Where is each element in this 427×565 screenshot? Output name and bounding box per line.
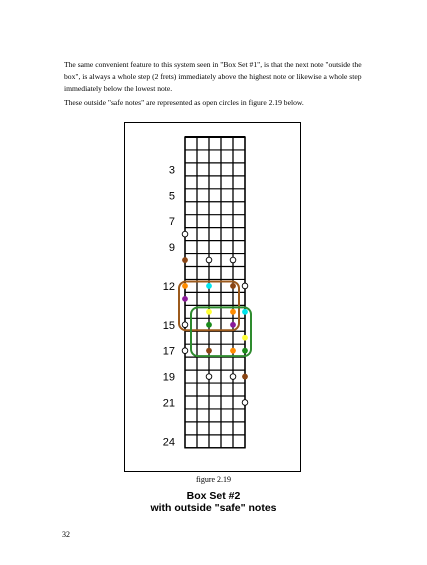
figure-subtitle: with outside "safe" notes — [150, 502, 277, 514]
note-dot — [230, 309, 236, 315]
fret-number-label: 7 — [168, 216, 175, 229]
figure-caption: figure 2.19 — [195, 475, 232, 484]
note-dot — [230, 322, 236, 328]
note-dot — [182, 296, 188, 302]
fret-number-label: 15 — [162, 319, 175, 332]
fret-number-label: 19 — [162, 371, 175, 384]
safe-note-open-circle — [230, 257, 236, 263]
note-dot — [242, 309, 248, 315]
note-dot — [242, 335, 248, 341]
fret-number-label: 5 — [168, 190, 175, 203]
note-dot — [182, 283, 188, 289]
safe-note-open-circle — [242, 283, 248, 289]
safe-note-open-circle — [206, 257, 212, 263]
fret-number-label: 17 — [162, 345, 175, 358]
body-paragraph-2: These outside "safe notes" are represented as open circles in figure 2.19 below. — [64, 98, 304, 107]
note-dot — [242, 374, 248, 380]
safe-note-open-circle — [182, 231, 188, 237]
figure-title: Box Set #2 — [186, 490, 241, 502]
fret-number-label: 21 — [162, 397, 175, 410]
safe-note-open-circle — [182, 322, 188, 328]
safe-note-open-circle — [182, 348, 188, 354]
note-dot — [242, 348, 248, 354]
fret-number-label: 12 — [162, 280, 175, 293]
note-dot — [230, 283, 236, 289]
figure-frame — [124, 122, 301, 472]
fretboard-diagram — [125, 123, 302, 473]
note-dot — [230, 348, 236, 354]
fret-number-label: 9 — [168, 242, 175, 255]
note-dot — [182, 257, 188, 263]
body-paragraph-1: The same convenient feature to this system seen in "Box Set #1", is that the next note "outside the box", is always a whole step (2 frets) immediately above the highest note or likewise a whole step immediately below the lowest note. — [64, 60, 362, 93]
page-number: 32 — [62, 530, 70, 539]
note-dot — [206, 309, 212, 315]
note-dot — [206, 283, 212, 289]
safe-note-open-circle — [242, 400, 248, 406]
note-dot — [206, 322, 212, 328]
safe-note-open-circle — [230, 374, 236, 380]
fret-number-label: 24 — [162, 436, 175, 449]
safe-note-open-circle — [206, 374, 212, 380]
fret-number-label: 3 — [168, 164, 175, 177]
note-dot — [206, 348, 212, 354]
